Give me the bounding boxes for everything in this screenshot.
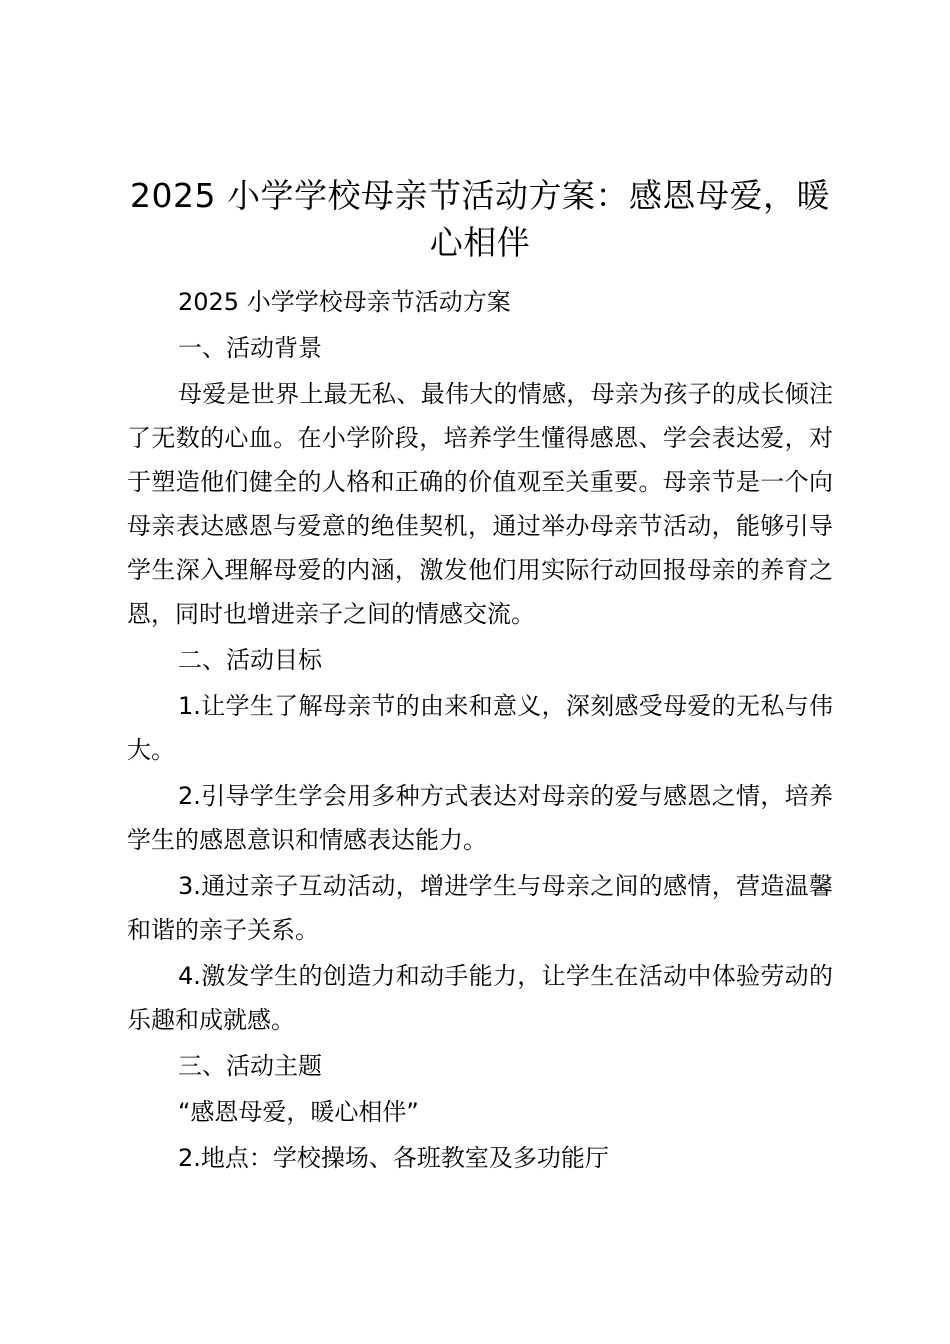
document-title: 2025 小学学校母亲节活动方案：感恩母爱，暖心相伴: [130, 176, 830, 262]
goal-item-1: 1.让学生了解母亲节的由来和意义，深刻感受母爱的无私与伟大。: [127, 692, 833, 764]
goal-item-2: 2.引导学生学会用多种方式表达对母亲的爱与感恩之情，培养学生的感恩意识和情感表达能力。: [127, 782, 833, 854]
document-page: [127, 172, 833, 1180]
goal-item-3: 3.通过亲子互动活动，增进学生与母亲之间的感情，营造温馨和谐的亲子关系。: [127, 872, 833, 944]
section-heading-goals: 二、活动目标: [178, 646, 322, 674]
section-heading-theme: 三、活动主题: [178, 1052, 322, 1080]
plan-subtitle: 2025 小学学校母亲节活动方案: [178, 288, 511, 316]
background-paragraph: 母爱是世界上最无私、最伟大的情感，母亲为孩子的成长倾注了无数的心血。在小学阶段，培养学生懂得感恩、学会表达爱，对于塑造他们健全的人格和正确的价值观至关重要。母亲节是一个向母亲表达感恩与爱意的绝佳契机，通过举办母亲节活动，能够引导学生深入理解母爱的内涵，激发他们用实际行动回报母亲的养育之恩，同时也增进亲子之间的情感交流。: [127, 380, 833, 628]
theme-text: “感恩母爱，暖心相伴”: [178, 1098, 419, 1126]
location-item: 2.地点：学校操场、各班教室及多功能厅: [178, 1144, 609, 1172]
goal-item-4: 4.激发学生的创造力和动手能力，让学生在活动中体验劳动的乐趣和成就感。: [127, 962, 833, 1034]
section-heading-background: 一、活动背景: [178, 334, 322, 362]
